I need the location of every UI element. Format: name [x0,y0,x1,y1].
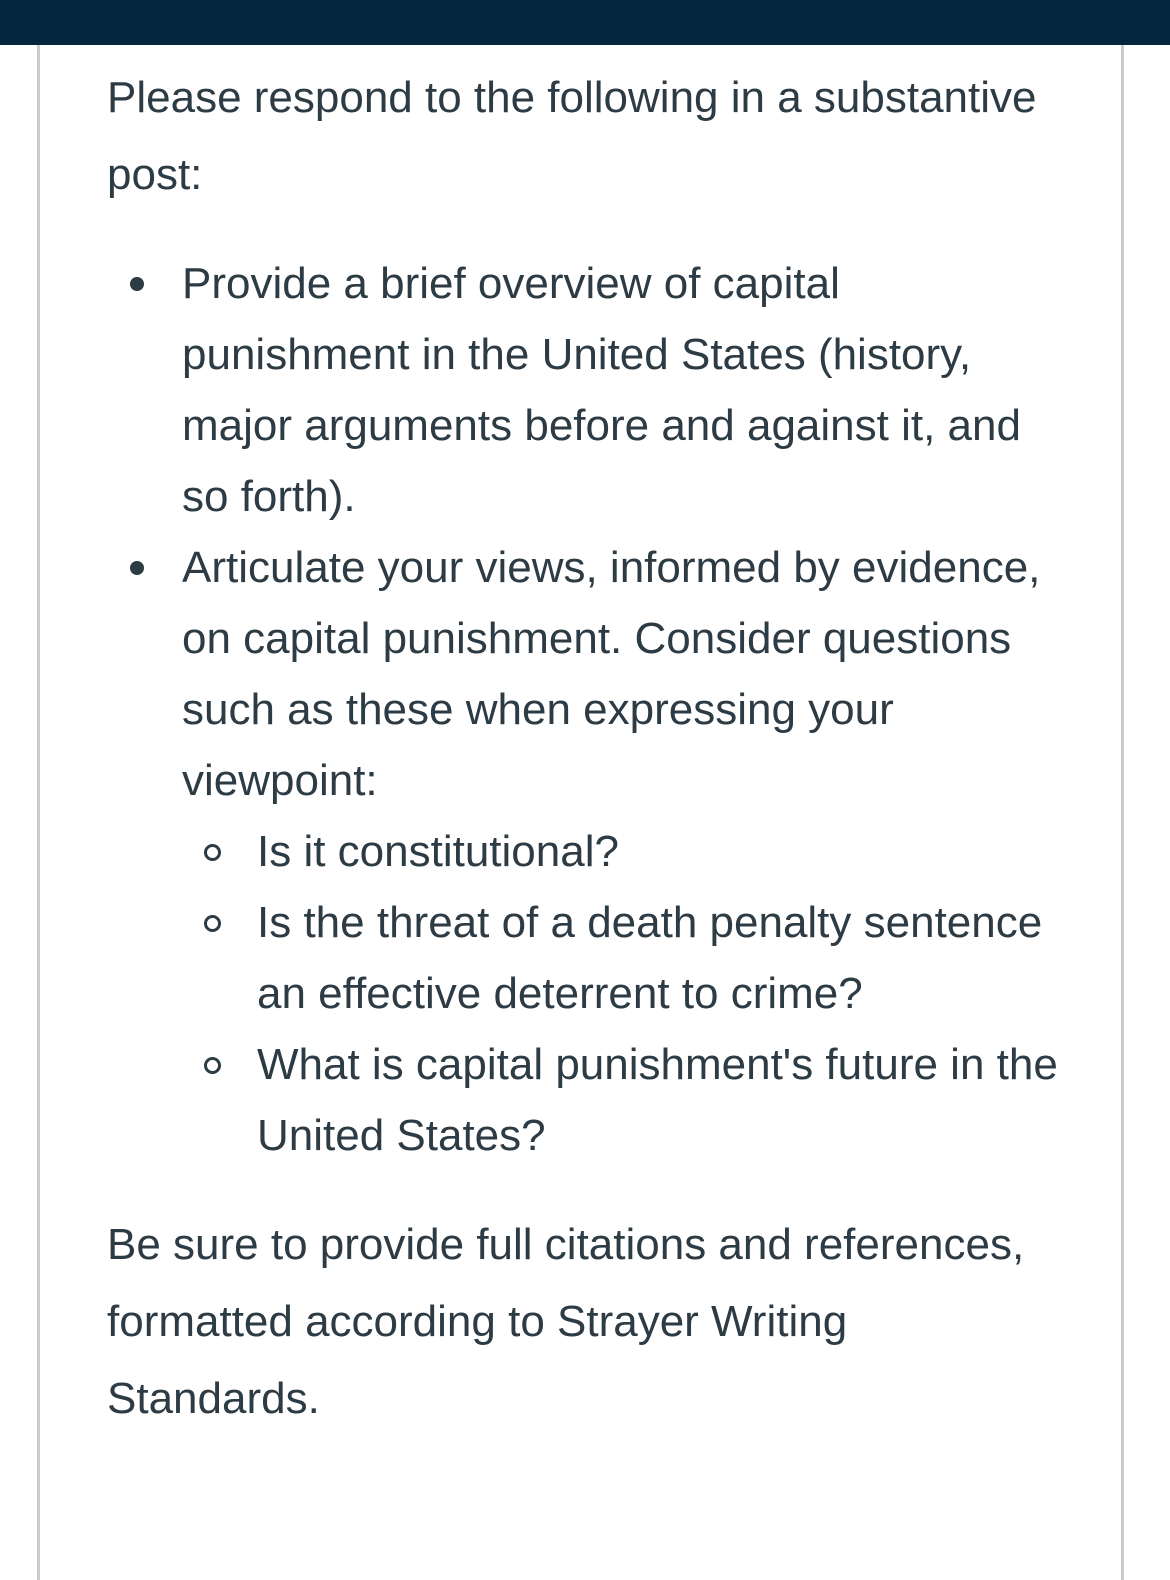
bullet-text: Articulate your views, informed by evidence, on capital punishment. Consider questions such as these when expressing your viewpoint: [182,543,1041,805]
prompt-intro: Please respond to the following in a substantive post: [107,73,1037,199]
question-sub-list [182,816,1067,1171]
bullet-item-views [107,532,1067,1171]
sub-item-future [182,1029,1067,1171]
discussion-prompt-panel [37,45,1124,1580]
prompt-closing: Be sure to provide full citations and references, formatted according to Strayer Writing Standards. [107,1220,1025,1423]
sub-item-text: What is capital punishment's future in the United States? [257,1040,1058,1160]
prompt-bullet-list [107,248,1067,1171]
bullet-text: Provide a brief overview of capital punishment in the United States (history, major arguments before and against it, and so forth). [182,259,1021,521]
bullet-item-overview [107,248,1067,532]
top-header-bar [0,0,1170,45]
sub-item-text: Is the threat of a death penalty sentence an effective deterrent to crime? [257,898,1043,1018]
sub-item-text: Is it constitutional? [257,827,619,876]
sub-item-deterrent [182,887,1067,1029]
sub-item-constitutional [182,816,1067,887]
prompt-content [107,59,1067,1437]
